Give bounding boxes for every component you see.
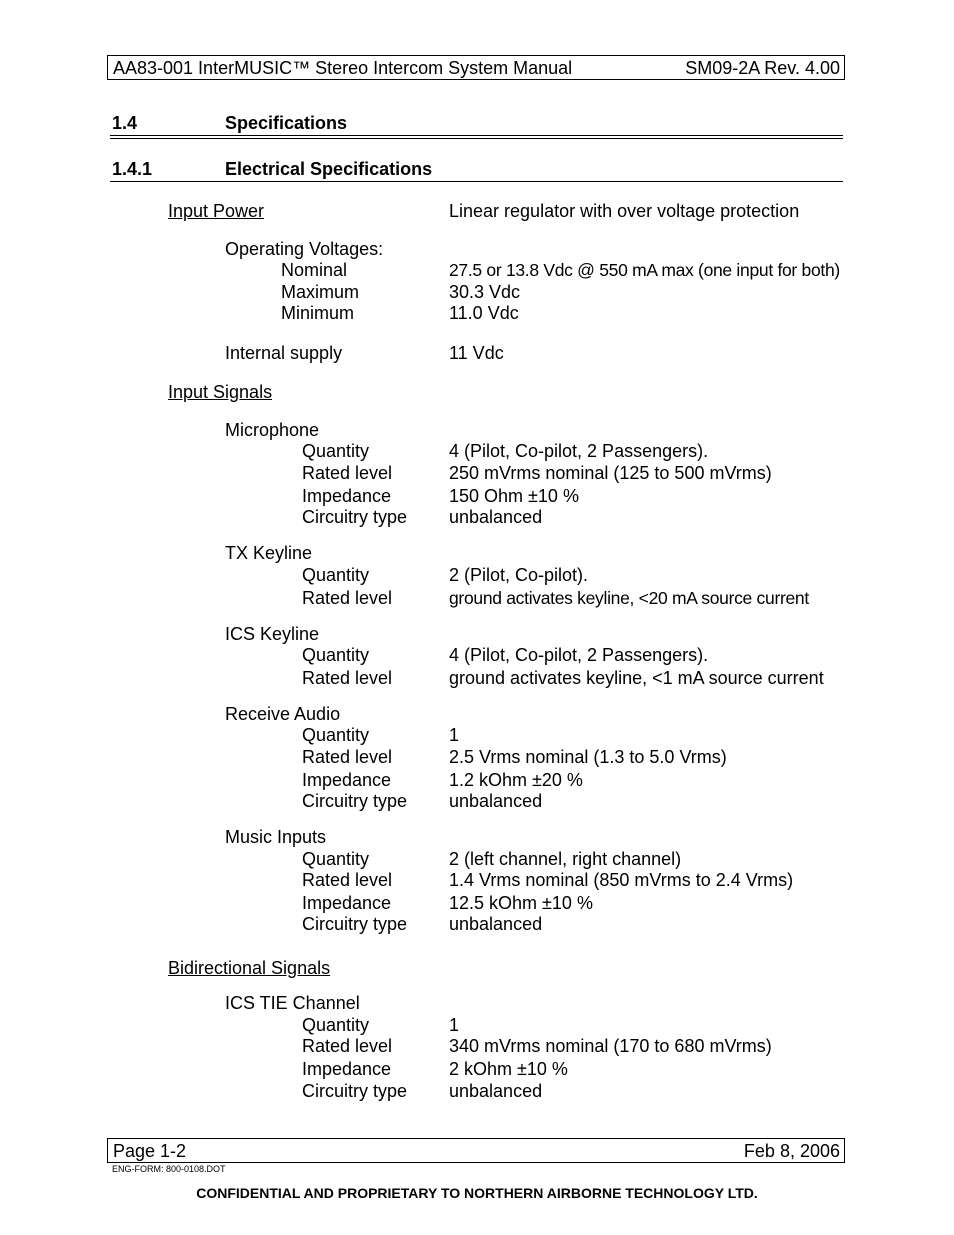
page-number: Page 1-2 xyxy=(113,1141,187,1161)
page-footer xyxy=(107,1138,845,1163)
microphone-quantity-value: 4 (Pilot, Co-pilot, 2 Passengers). xyxy=(449,441,709,461)
ics-tie-label: ICS TIE Channel xyxy=(225,993,360,1013)
section-number: 1.4 xyxy=(112,113,138,133)
receive-audio-label: Receive Audio xyxy=(225,704,341,724)
microphone-impedance-value: 150 Ohm ±10 % xyxy=(449,486,579,506)
music-inputs-impedance-label: Impedance xyxy=(302,893,392,913)
manual-title: AA83-001 InterMUSIC™ Stereo Intercom System Manual xyxy=(113,58,573,78)
microphone-rated-value: 250 mVrms nominal (125 to 500 mVrms) xyxy=(449,463,772,483)
document-reference: SM09-2A Rev. 4.00 xyxy=(685,58,840,78)
receive-audio-rated-label: Rated level xyxy=(302,747,393,767)
receive-audio-rated-value: 2.5 Vrms nominal (1.3 to 5.0 Vrms) xyxy=(449,747,727,767)
section-title: Specifications xyxy=(225,113,348,133)
minimum-value: 11.0 Vdc xyxy=(449,303,519,323)
subsection-title: Electrical Specifications xyxy=(225,159,433,179)
microphone-circuitry-value: unbalanced xyxy=(449,507,543,527)
music-inputs-quantity-value: 2 (left channel, right channel) xyxy=(449,849,682,869)
nominal-label: Nominal xyxy=(281,260,348,280)
music-inputs-rated-label: Rated level xyxy=(302,870,393,890)
maximum-label: Maximum xyxy=(281,282,360,302)
operating-voltages-label: Operating Voltages: xyxy=(225,239,384,259)
receive-audio-quantity-value: 1 xyxy=(449,725,460,745)
music-inputs-rated-value: 1.4 Vrms nominal (850 mVrms to 2.4 Vrms) xyxy=(449,870,794,890)
tx-keyline-rated-label: Rated level xyxy=(302,588,393,608)
receive-audio-impedance-label: Impedance xyxy=(302,770,392,790)
receive-audio-circuitry-value: unbalanced xyxy=(449,791,543,811)
internal-supply-label: Internal supply xyxy=(225,343,343,363)
ics-tie-rated-value: 340 mVrms nominal (170 to 680 mVrms) xyxy=(449,1036,772,1056)
tx-keyline-rated-value: ground activates keyline, <20 mA source current xyxy=(449,588,809,608)
ics-tie-circuitry-label: Circuitry type xyxy=(302,1081,408,1101)
ics-keyline-label: ICS Keyline xyxy=(225,624,320,644)
ics-keyline-quantity-value: 4 (Pilot, Co-pilot, 2 Passengers). xyxy=(449,645,709,665)
input-power-value: Linear regulator with over voltage protection xyxy=(449,201,800,221)
ics-tie-quantity-label: Quantity xyxy=(302,1015,370,1035)
bidirectional-signals-heading: Bidirectional Signals xyxy=(168,958,331,978)
music-inputs-label: Music Inputs xyxy=(225,827,327,847)
microphone-rated-label: Rated level xyxy=(302,463,393,483)
music-inputs-impedance-value: 12.5 kOhm ±10 % xyxy=(449,893,593,913)
music-inputs-quantity-label: Quantity xyxy=(302,849,370,869)
section-rule-top xyxy=(110,135,843,136)
section-rule-bottom xyxy=(110,138,843,139)
minimum-label: Minimum xyxy=(281,303,355,323)
input-signals-heading: Input Signals xyxy=(168,382,273,402)
microphone-impedance-label: Impedance xyxy=(302,486,392,506)
ics-tie-impedance-value: 2 kOhm ±10 % xyxy=(449,1059,568,1079)
ics-tie-quantity-value: 1 xyxy=(449,1015,460,1035)
receive-audio-circuitry-label: Circuitry type xyxy=(302,791,408,811)
ics-keyline-rated-label: Rated level xyxy=(302,668,393,688)
receive-audio-impedance-value: 1.2 kOhm ±20 % xyxy=(449,770,583,790)
subsection-rule xyxy=(110,181,843,182)
receive-audio-quantity-label: Quantity xyxy=(302,725,370,745)
microphone-circuitry-label: Circuitry type xyxy=(302,507,408,527)
microphone-label: Microphone xyxy=(225,420,320,440)
tx-keyline-label: TX Keyline xyxy=(225,543,313,563)
music-inputs-circuitry-label: Circuitry type xyxy=(302,914,408,934)
input-power-heading: Input Power xyxy=(168,201,265,221)
form-id: ENG-FORM: 800-0108.DOT xyxy=(112,1164,226,1174)
tx-keyline-quantity-value: 2 (Pilot, Co-pilot). xyxy=(449,565,589,585)
footer-date: Feb 8, 2006 xyxy=(743,1141,840,1161)
maximum-value: 30.3 Vdc xyxy=(449,282,521,302)
ics-tie-circuitry-value: unbalanced xyxy=(449,1081,543,1101)
tx-keyline-quantity-label: Quantity xyxy=(302,565,370,585)
ics-keyline-quantity-label: Quantity xyxy=(302,645,370,665)
nominal-value: 27.5 or 13.8 Vdc @ 550 mA max (one input for both) xyxy=(449,260,840,280)
music-inputs-circuitry-value: unbalanced xyxy=(449,914,543,934)
ics-tie-impedance-label: Impedance xyxy=(302,1059,392,1079)
microphone-quantity-label: Quantity xyxy=(302,441,370,461)
internal-supply-value: 11 Vdc xyxy=(449,343,504,363)
ics-tie-rated-label: Rated level xyxy=(302,1036,393,1056)
confidentiality-notice: CONFIDENTIAL AND PROPRIETARY TO NORTHERN AIRBORNE TECHNOLOGY LTD. xyxy=(196,1185,758,1201)
page-header xyxy=(107,55,845,80)
ics-keyline-rated-value: ground activates keyline, <1 mA source current xyxy=(449,668,824,688)
subsection-number: 1.4.1 xyxy=(112,159,153,179)
